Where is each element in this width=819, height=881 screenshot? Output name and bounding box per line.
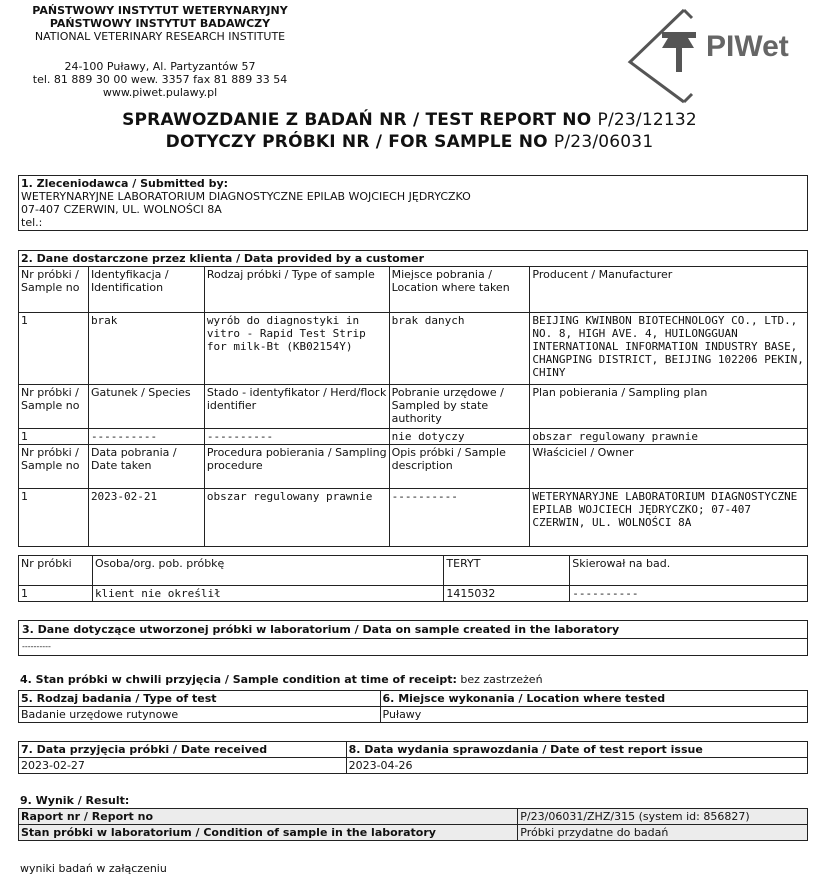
referred-by-header: Skierował na bad. [570,556,808,586]
report-number: P/23/12132 [597,110,697,130]
sampler-header: Osoba/org. pob. próbkę [92,556,443,586]
institute-name [10,4,310,43]
lab-sample-box [18,620,808,656]
teryt-header: TERYT [444,556,570,586]
result-table [18,808,808,841]
lab-condition-value: Próbki przydatne do badań [518,825,808,841]
address-line3: www.piwet.pulawy.pl [102,86,218,99]
herd-value: ---------- [204,429,389,445]
identification-value: brak [88,313,204,385]
sample-title-label: DOTYCZY PRÓBKI NR / FOR SAMPLE NO [165,132,548,152]
address-line1: 24-100 Puławy, Al. Partyzantów 57 [64,60,256,73]
submitter-tel: tel.: [21,216,43,229]
report-title-label: SPRAWOZDANIE Z BADAŃ NR / TEST REPORT NO [122,110,592,130]
sample-number: P/23/06031 [553,132,654,152]
sampling-plan-value: obszar regulowany prawnie [530,429,808,445]
test-type-heading: 5. Rodzaj badania / Type of test [19,691,381,707]
date-received-value: 2023-02-27 [19,758,347,774]
test-type-table [18,690,808,723]
identification-header: Identyfikacja / Identification [88,267,204,313]
test-location-heading: 6. Miejsce wykonania / Location where tested [380,691,807,707]
owner-header: Właściciel / Owner [530,445,808,489]
sample-title [0,132,819,152]
sample-no-header: Nr próbki / Sample no [19,385,89,429]
lab-sample-value: ---------- [22,642,51,651]
sample-type-value: wyrób do diagnostyki in vitro - Rapid Test Strip for milk-Bt (KB02154Y) [204,313,389,385]
report-no-label: Raport nr / Report no [19,809,518,825]
species-header: Gatunek / Species [88,385,204,429]
sampling-plan-header: Plan pobierania / Sampling plan [530,385,808,429]
sample-no-value: 1 [19,313,89,385]
institute-line1: PAŃSTWOWY INSTYTUT WETERYNARYJNY [32,4,288,17]
sample-no-header: Nr próbki / Sample no [19,445,89,489]
manufacturer-header: Producent / Manufacturer [530,267,808,313]
state-sampling-value: nie dotyczy [389,429,530,445]
piwet-logo [622,2,812,106]
test-type-value: Badanie urzędowe rutynowe [19,707,381,723]
report-date-heading: 8. Data wydania sprawozdania / Date of test report issue [346,742,807,758]
report-no-value: P/23/06031/ZHZ/315 (system id: 856827) [518,809,808,825]
institute-address [10,60,310,99]
logo-text: PIWet [706,30,789,63]
sampler-table [18,555,808,602]
dates-table [18,741,808,774]
teryt-value: 1415032 [444,586,570,602]
submitter-name: WETERYNARYJNE LABORATORIUM DIAGNOSTYCZNE EPILAB WOJCIECH JĘDRYCZKO [21,190,471,203]
sample-no-header: Nr próbki / Sample no [19,267,89,313]
date-taken-header: Data pobrania / Date taken [88,445,204,489]
lab-sample-heading: 3. Dane dotyczące utworzonej próbki w laboratorium / Data on sample created in the laboratory [19,621,807,639]
sample-type-header: Rodzaj próbki / Type of sample [204,267,389,313]
institute-line2: PAŃSTWOWY INSTYTUT BADAWCZY [49,17,271,30]
results-attached-note: wyniki badań w załączeniu [20,862,167,875]
institute-line3: NATIONAL VETERINARY RESEARCH INSTITUTE [34,30,286,43]
sample-no-value: 1 [19,429,89,445]
result-heading: 9. Wynik / Result: [20,794,130,807]
herd-header: Stado - identyfikator / Herd/flock identifier [204,385,389,429]
sample-no-value: 1 [19,489,89,547]
submitted-by-box [18,175,808,231]
location-header: Miejsce pobrania / Location where taken [389,267,530,313]
customer-data-table [18,250,808,547]
report-title [0,110,819,130]
receipt-condition [20,673,543,686]
description-value: ---------- [389,489,530,547]
report-date-value: 2023-04-26 [346,758,807,774]
date-taken-value: 2023-02-21 [88,489,204,547]
owner-value: WETERYNARYJNE LABORATORIUM DIAGNOSTYCZNE EPILAB WOJCIECH JĘDRYCZKO; 07-407 CZERWIN, UL. WOLNOŚCI 8A [530,489,808,547]
procedure-header: Procedura pobierania / Sampling procedure [204,445,389,489]
customer-data-heading: 2. Dane dostarczone przez klienta / Data provided by a customer [19,251,808,267]
sample-no-header-short: Nr próbki [19,556,93,586]
receipt-condition-label: 4. Stan próbki w chwili przyjęcia / Sample condition at time of receipt: [20,673,457,686]
lab-condition-label: Stan próbki w laboratorium / Condition of sample in the laboratory [19,825,518,841]
receipt-condition-value: bez zastrzeżeń [460,673,543,686]
sample-no-value: 1 [19,586,93,602]
test-location-value: Puławy [380,707,807,723]
procedure-value: obszar regulowany prawnie [204,489,389,547]
referred-by-value: ---------- [570,586,808,602]
submitted-by-heading: 1. Zleceniodawca / Submitted by: [21,177,229,190]
sampler-value: klient nie określił [92,586,443,602]
location-value: brak danych [389,313,530,385]
description-header: Opis próbki / Sample description [389,445,530,489]
manufacturer-value: BEIJING KWINBON BIOTECHNOLOGY CO., LTD., NO. 8, HIGH AVE. 4, HUILONGGUAN INTERNATIONAL INFORMATION INDUSTRY BASE, CHANGPING DISTRICT, BEIJING 102206 PEKIN, CHINY [530,313,808,385]
submitter-address: 07-407 CZERWIN, UL. WOLNOŚCI 8A [21,203,222,216]
state-sampling-header: Pobranie urzędowe / Sampled by state authority [389,385,530,429]
address-line2: tel. 81 889 30 00 wew. 3357 fax 81 889 33 54 [32,73,288,86]
species-value: ---------- [88,429,204,445]
date-received-heading: 7. Data przyjęcia próbki / Date received [19,742,347,758]
